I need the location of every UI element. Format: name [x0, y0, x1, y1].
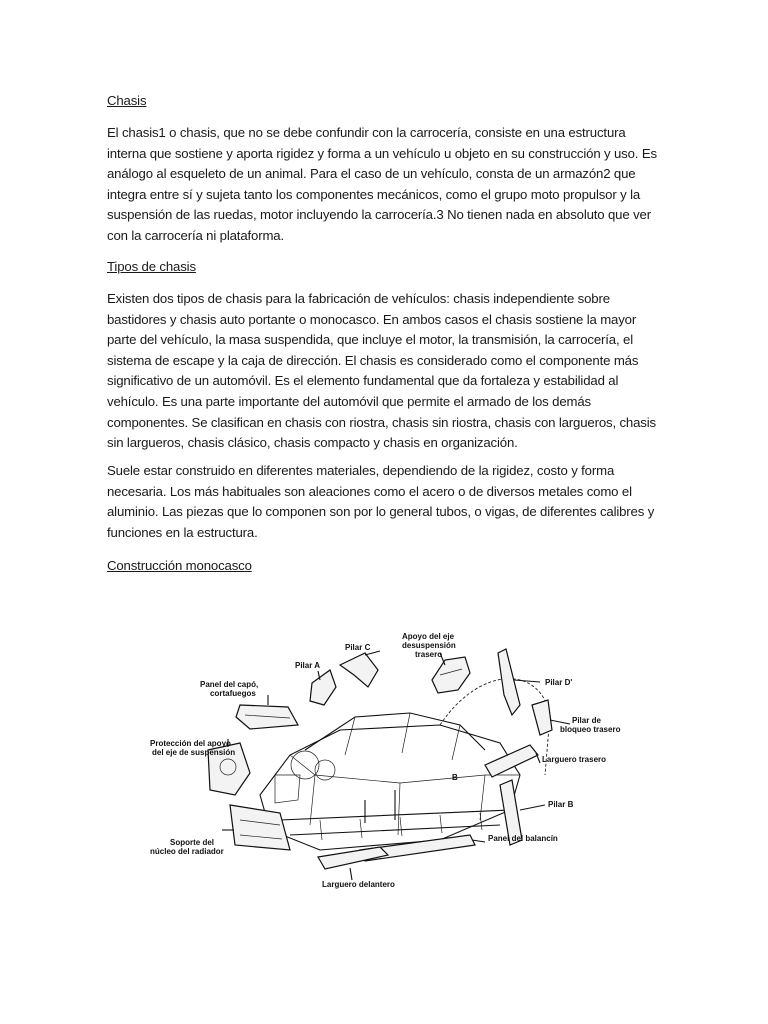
label-pilar-b: Pilar B: [548, 800, 574, 809]
part-soporte-radiador: [230, 805, 290, 850]
monocoque-diagram-figure: [140, 625, 640, 895]
heading-construccion-monocasco: Construcción monocasco: [107, 558, 252, 573]
label-apoyo-eje-1: Apoyo del eje: [402, 632, 455, 641]
part-pilar-c: [340, 653, 378, 687]
label-proteccion-1: Protección del apoyo: [150, 739, 231, 748]
part-pilar-bloqueo: [532, 700, 552, 735]
part-pilar-a: [310, 670, 336, 705]
paragraph-chasis-definition: El chasis1 o chasis, que no se debe confundir con la carrocería, consiste en una estructura interna que sostiene y aporta rigidez y forma a un vehículo u objeto en su construcción y uso. Es análogo al esqueleto de un animal. Para el caso de un vehículo, consta de un armazón2 que integra entre sí y sujeta tanto los componentes mecánicos, como el grupo moto propulsor y la suspensión de las ruedas, motor incluyendo la carrocería.3 No tienen nada en absoluto que ver con la carrocería ni plataforma.: [107, 125, 657, 243]
label-larguero-delantero: Larguero delantero: [322, 880, 395, 889]
label-pilar-bloqueo-1: Pilar de: [572, 716, 601, 725]
label-pilar-bloqueo-2: bloqueo trasero: [560, 725, 621, 734]
monocoque-diagram: [140, 625, 640, 895]
label-pilar-d: Pilar D': [545, 678, 573, 687]
heading-tipos-de-chasis: Tipos de chasis: [107, 259, 196, 274]
label-soporte-2: núcleo del radiador: [150, 847, 224, 856]
label-panel-balancin: Panel del balancín: [488, 834, 558, 843]
part-apoyo-eje-trasero: [432, 657, 470, 693]
label-larguero-trasero: Larguero trasero: [542, 755, 607, 764]
label-pilar-a: Pilar A: [295, 661, 321, 670]
label-soporte-1: Soporte del: [170, 838, 215, 847]
label-pilar-c: Pilar C: [345, 643, 371, 652]
part-pilar-d: [498, 649, 520, 715]
label-panel-capo-2: cortafuegos: [210, 689, 256, 698]
paragraph-tipos-1: Existen dos tipos de chasis para la fabricación de vehículos: chasis independiente sobre bastidores y chasis auto portante o monocasco. En ambos casos el chasis sostiene la mayor parte del vehículo, la masa suspendida, que incluye el motor, la transmisión, la carrocería, el sistema de escape y la caja de dirección. El chasis es considerado como el componente más significativo de un automóvil. Es el elemento fundamental que da fortaleza y estabilidad al vehículo. Es una parte importante del automóvil que permite el armado de los demás componentes. Se clasifican en chasis con riostra, chasis sin riostra, chasis con largueros, chasis sin largueros, chasis clásico, chasis compacto y chasis en organización.: [107, 291, 656, 451]
part-larguero-trasero: [485, 745, 538, 777]
marker-b: B: [452, 773, 458, 782]
paragraph-tipos-2: Suele estar construido en diferentes materiales, dependiendo de la rigidez, costo y forma necesaria. Los más habituales son aleaciones como el acero o de diversos metales como el aluminio. Las piezas que lo componen son por lo general tubos, o vigas, de diferentes calibres y funciones en la estructura.: [107, 463, 655, 540]
label-apoyo-eje-2: desuspensión: [402, 641, 456, 650]
label-panel-capo-1: Panel del capó,: [200, 680, 259, 689]
label-apoyo-eje-3: trasero: [415, 650, 443, 659]
part-panel-capo: [236, 705, 298, 729]
label-proteccion-2: del eje de suspensión: [152, 748, 236, 757]
heading-chasis: Chasis: [107, 93, 147, 108]
